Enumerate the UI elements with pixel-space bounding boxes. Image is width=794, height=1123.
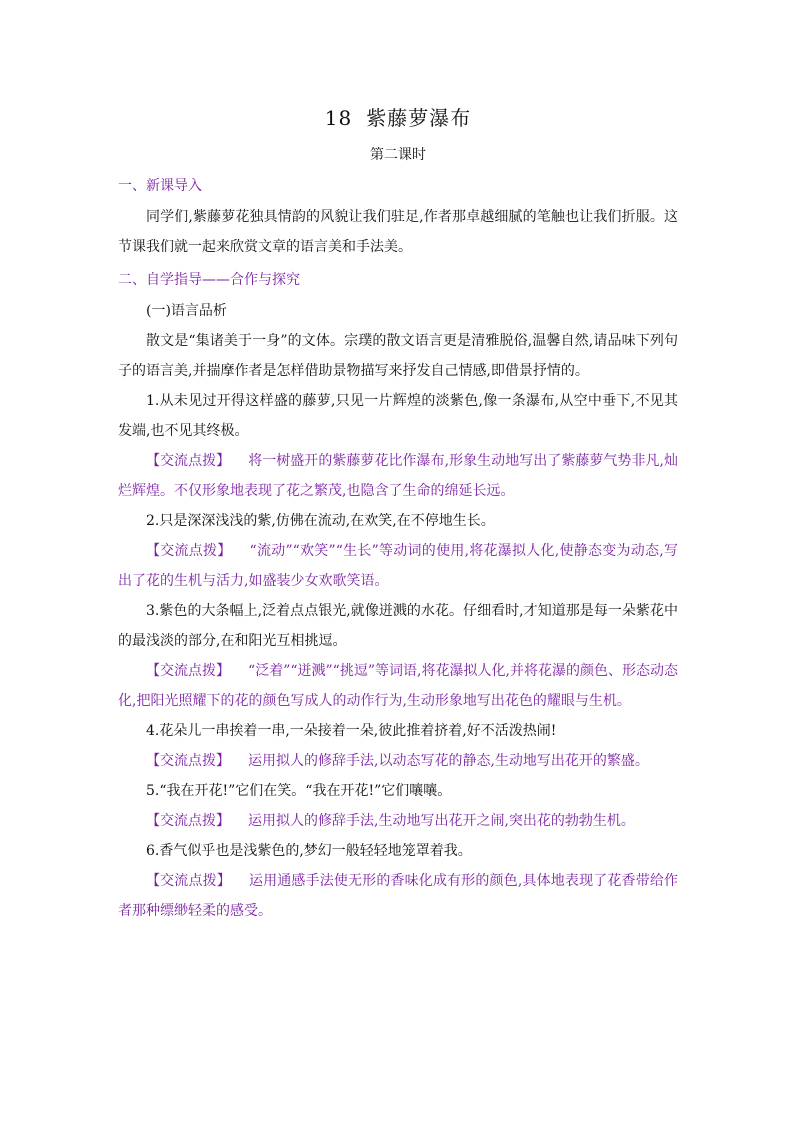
sentence-item: 4.花朵儿一串挨着一串,一朵接着一朵,彼此推着挤着,好不活泼热闹! xyxy=(146,723,557,739)
sentence-item: 3.紫色的大条幅上,泛着点点银光,就像迸溅的水花。仔细看时,才知道那是每一朵紫花中的最浅淡的部分,在和阳光互相挑逗。 xyxy=(118,603,678,649)
comment-item xyxy=(118,746,678,776)
comment-tag: 【交流点拨】 xyxy=(146,813,230,829)
section-heading-selfstudy: 二、自学指导——合作与探究 xyxy=(118,272,300,288)
comment-tag: 【交流点拨】 xyxy=(146,873,231,889)
comment-tag: 【交流点拨】 xyxy=(146,753,230,769)
sentence-item: 1.从未见过开得这样盛的藤萝,只见一片辉煌的淡紫色,像一条瀑布,从空中垂下,不见其发端,也不见其终极。 xyxy=(118,393,678,439)
comment-item xyxy=(118,656,678,716)
comment-item xyxy=(118,446,678,506)
section-heading-intro: 一、新课导入 xyxy=(118,178,202,194)
comment-tag: 【交流点拨】 xyxy=(146,663,231,679)
comment-item xyxy=(118,806,678,836)
document-body xyxy=(118,174,678,926)
comment-text: 运用拟人的修辞手法,以动态写花的静态,生动地写出花开的繁盛。 xyxy=(248,753,649,769)
comment-item xyxy=(118,536,678,596)
comment-text: 将一树盛开的紫藤萝花比作瀑布,形象生动地写出了紫藤萝气势非凡,灿烂辉煌。不仅形象地表现了花之繁茂,也隐含了生命的绵延长远。 xyxy=(118,453,679,499)
comment-item xyxy=(118,866,678,926)
comment-text: “泛着”“迸溅”“挑逗”等词语,将花瀑拟人化,并将花瀑的颜色、形态动态化,把阳光照耀下的花的颜色写成人的动作行为,生动形象地写出花色的耀眼与生机。 xyxy=(118,663,679,709)
sentence-item: 2.只是深深浅浅的紫,仿佛在流动,在欢笑,在不停地生长。 xyxy=(146,513,495,529)
sentence-item: 6.香气似乎也是浅紫色的,梦幻一般轻轻地笼罩着我。 xyxy=(146,843,472,859)
lesson-title xyxy=(118,104,678,132)
comment-text: “流动”“欢笑”“生长”等动词的使用,将花瀑拟人化,使静态变为动态,写出了花的生机与活力,如盛装少女欢歌笑语。 xyxy=(118,543,679,589)
comment-text: 运用通感手法使无形的香味化成有形的颜色,具体地表现了花香带给作者那种缥缈轻柔的感受。 xyxy=(118,873,679,919)
analysis-intro-paragraph: 散文是“集诸美于一身”的文体。宗璞的散文语言更是清雅脱俗,温馨自然,请品味下列句子的语言美,并揣摩作者是怎样借助景物描写来抒发自己情感,即借景抒情的。 xyxy=(118,333,678,379)
lesson-number: 18 xyxy=(324,106,353,130)
lesson-subtitle: 第二课时 xyxy=(370,147,426,163)
comment-tag: 【交流点拨】 xyxy=(146,453,231,469)
comment-text: 运用拟人的修辞手法,生动地写出花开之闹,突出花的勃勃生机。 xyxy=(248,813,635,829)
lesson-title-text: 紫藤萝瀑布 xyxy=(366,106,472,130)
sentence-item: 5.“我在开花!”它们在笑。“我在开花!”它们嚷嚷。 xyxy=(146,783,452,799)
intro-paragraph: 同学们,紫藤萝花独具情韵的风貌让我们驻足,作者那卓越细腻的笔触也让我们折服。这节课我们就一起来欣赏文章的语言美和手法美。 xyxy=(118,209,678,255)
comment-tag: 【交流点拨】 xyxy=(146,543,232,559)
subsection-heading: (一)语言品析 xyxy=(146,303,227,319)
